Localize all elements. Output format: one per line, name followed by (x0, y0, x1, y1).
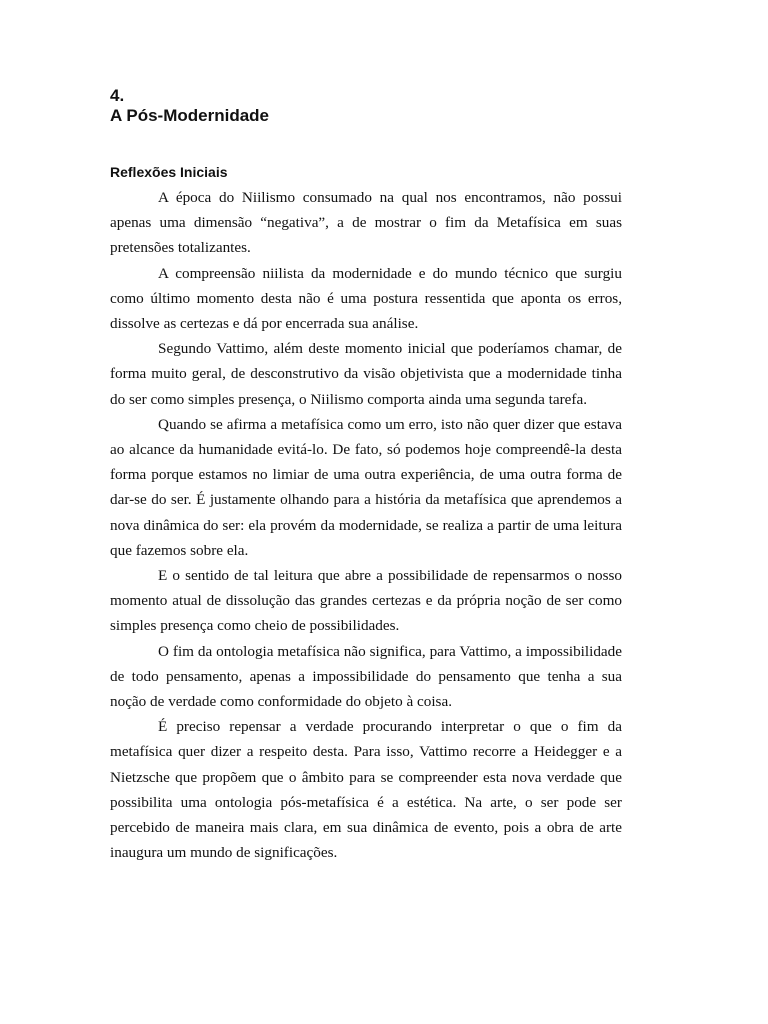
section-heading: Reflexões Iniciais (110, 164, 228, 180)
paragraph: A época do Niilismo consumado na qual nos encontramos, não possui apenas uma dimensão “negativa”, a de mostrar o fim da Metafísica em suas pretensões totalizantes. (110, 189, 622, 257)
paragraph: O fim da ontologia metafísica não significa, para Vattimo, a impossibilidade de todo pensamento, apenas a impossibilidade do pensamento que tenha a sua noção de verdade como conformidade do objeto à coisa. (110, 642, 622, 711)
body-text (110, 185, 622, 865)
chapter-title: A Pós-Modernidade (110, 106, 269, 125)
paragraph: A compreensão niilista da modernidade e do mundo técnico que surgiu como último momento desta não é uma postura ressentida que aponta os erros, dissolve as certezas e dá por encerrada sua análise. (110, 264, 622, 333)
document-page (110, 86, 622, 865)
chapter-number: 4. (110, 86, 125, 105)
paragraph: Segundo Vattimo, além deste momento inicial que poderíamos chamar, de forma muito geral, de desconstrutivo da visão objetivista que a modernidade tinha do ser como simples presença, o Niilismo comporta ainda uma segunda tarefa. (110, 340, 622, 408)
paragraph: Quando se afirma a metafísica como um erro, isto não quer dizer que estava ao alcance da humanidade evitá-lo. De fato, só podemos hoje compreendê-la desta forma porque estamos no limiar de uma outra experiência, de uma outra forma de dar-se do ser. É justamente olhando para a história da metafísica que aprendemos a nova dinâmica do ser: ela provém da modernidade, se realiza a partir de uma leitura que fazemos sobre ela. (110, 415, 622, 559)
paragraph: É preciso repensar a verdade procurando interpretar o que o fim da metafísica quer dizer a respeito desta. Para isso, Vattimo recorre a Heidegger e a Nietzsche que propõem que o âmbito para se compreender esta nova verdade que possibilita uma ontologia pós-metafísica é a estética. Na arte, o ser pode ser percebido de maneira mais clara, em sua dinâmica de evento, pois a obra de arte inaugura um mundo de significações. (110, 718, 622, 862)
paragraph: E o sentido de tal leitura que abre a possibilidade de repensarmos o nosso momento atual de dissolução das grandes certezas e da própria noção de ser como simples presença como cheio de possibilidades. (110, 567, 622, 635)
